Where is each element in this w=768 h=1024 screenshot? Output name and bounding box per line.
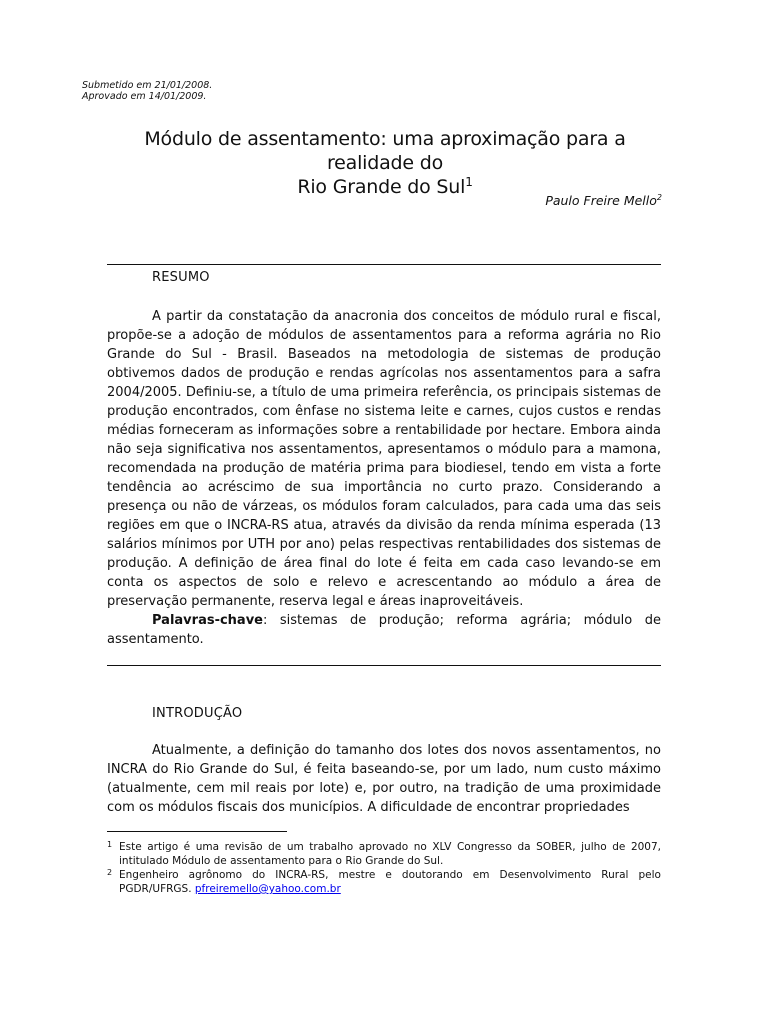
title-line-1: Módulo de assentamento: uma aproximação para a realidade do <box>144 128 626 174</box>
keywords-text: : sistemas de produção; reforma agrária; módulo de assentamento. <box>107 613 661 647</box>
abstract-bottom-rule <box>107 665 661 666</box>
abstract-text: A partir da constatação da anacronia dos conceitos de módulo rural e fiscal, propõe-se a adoção de módulos de assentamentos para a reforma agrária no Rio Grande do Sul - Brasil. Baseados na metodologia de sistemas de produção obtivemos dados de produção e rendas agrícolas nos assentamentos para a safra 2004/2005. Definiu-se, a título de uma primeira referência, os principais sistemas de produção encontrados, com ênfase no sistema leite e carnes, cujos custos e rendas médias forneceram as informações sobre a rentabilidade por hectare. Embora ainda não seja significativa nos assentamentos, apresentamos o módulo para a mamona, recomendada na produção de matéria prima para biodiesel, tendo em vista a forte tendência ao acréscimo de sua importância no curto prazo. Considerando a presença ou não de várzeas, os módulos foram calculados, para cada uma das seis regiões em que o INCRA-RS atua, através da divisão da renda mínima esperada (13 salários mínimos por UTH por ano) pelas respectivas rentabilidades dos sistemas de produção. A definição de área final do lote é feita em cada caso levando-se em conta os aspectos de solo e relevo e acrescentando ao módulo a área de preservação permanente, reserva legal e áreas inaproveitáveis. <box>107 309 661 609</box>
author-email-link[interactable]: pfreiremello@yahoo.com.br <box>194 883 341 895</box>
title-line-2-text: Rio Grande do Sul <box>297 176 466 198</box>
footnote-separator <box>107 831 287 832</box>
footnote-2-mark: 2 <box>107 868 113 877</box>
abstract-top-rule <box>107 264 661 265</box>
keywords-label: Palavras-chave <box>152 613 263 628</box>
abstract-body <box>107 307 661 611</box>
introduction-heading: INTRODUÇÃO <box>152 706 243 721</box>
submission-info <box>82 80 212 102</box>
footnote-1-mark: 1 <box>107 840 113 849</box>
footnote-2 <box>107 868 661 896</box>
author-name: Paulo Freire Mello <box>545 193 657 208</box>
author <box>545 193 662 208</box>
submitted-date: Submetido em 21/01/2008. <box>82 80 213 91</box>
keywords <box>107 611 661 649</box>
footnote-1 <box>107 840 661 868</box>
approved-date: Aprovado em 14/01/2009. <box>82 91 207 102</box>
abstract-heading: RESUMO <box>152 270 210 285</box>
author-footnote-mark: 2 <box>656 193 662 202</box>
title-footnote-mark: 1 <box>465 175 473 189</box>
paper-title <box>100 127 670 199</box>
introduction-body <box>107 741 661 817</box>
introduction-text: Atualmente, a definição do tamanho dos lotes dos novos assentamentos, no INCRA do Rio Grande do Sul, é feita baseando-se, por um lado, num custo máximo (atualmente, cem mil reais por lote) e, por outro, na tradição de uma proximidade com os módulos fiscais dos municípios. A dificuldade de encontrar propriedades <box>107 743 661 815</box>
footnote-1-text: Este artigo é uma revisão de um trabalho aprovado no XLV Congresso da SOBER, julho de 2007, intitulado Módulo de assentamento para o Rio Grande do Sul. <box>119 841 661 867</box>
footnote-2-text: Engenheiro agrônomo do INCRA-RS, mestre e doutorando em Desenvolvimento Rural pelo PGDR/UFRGS. <box>119 869 661 895</box>
